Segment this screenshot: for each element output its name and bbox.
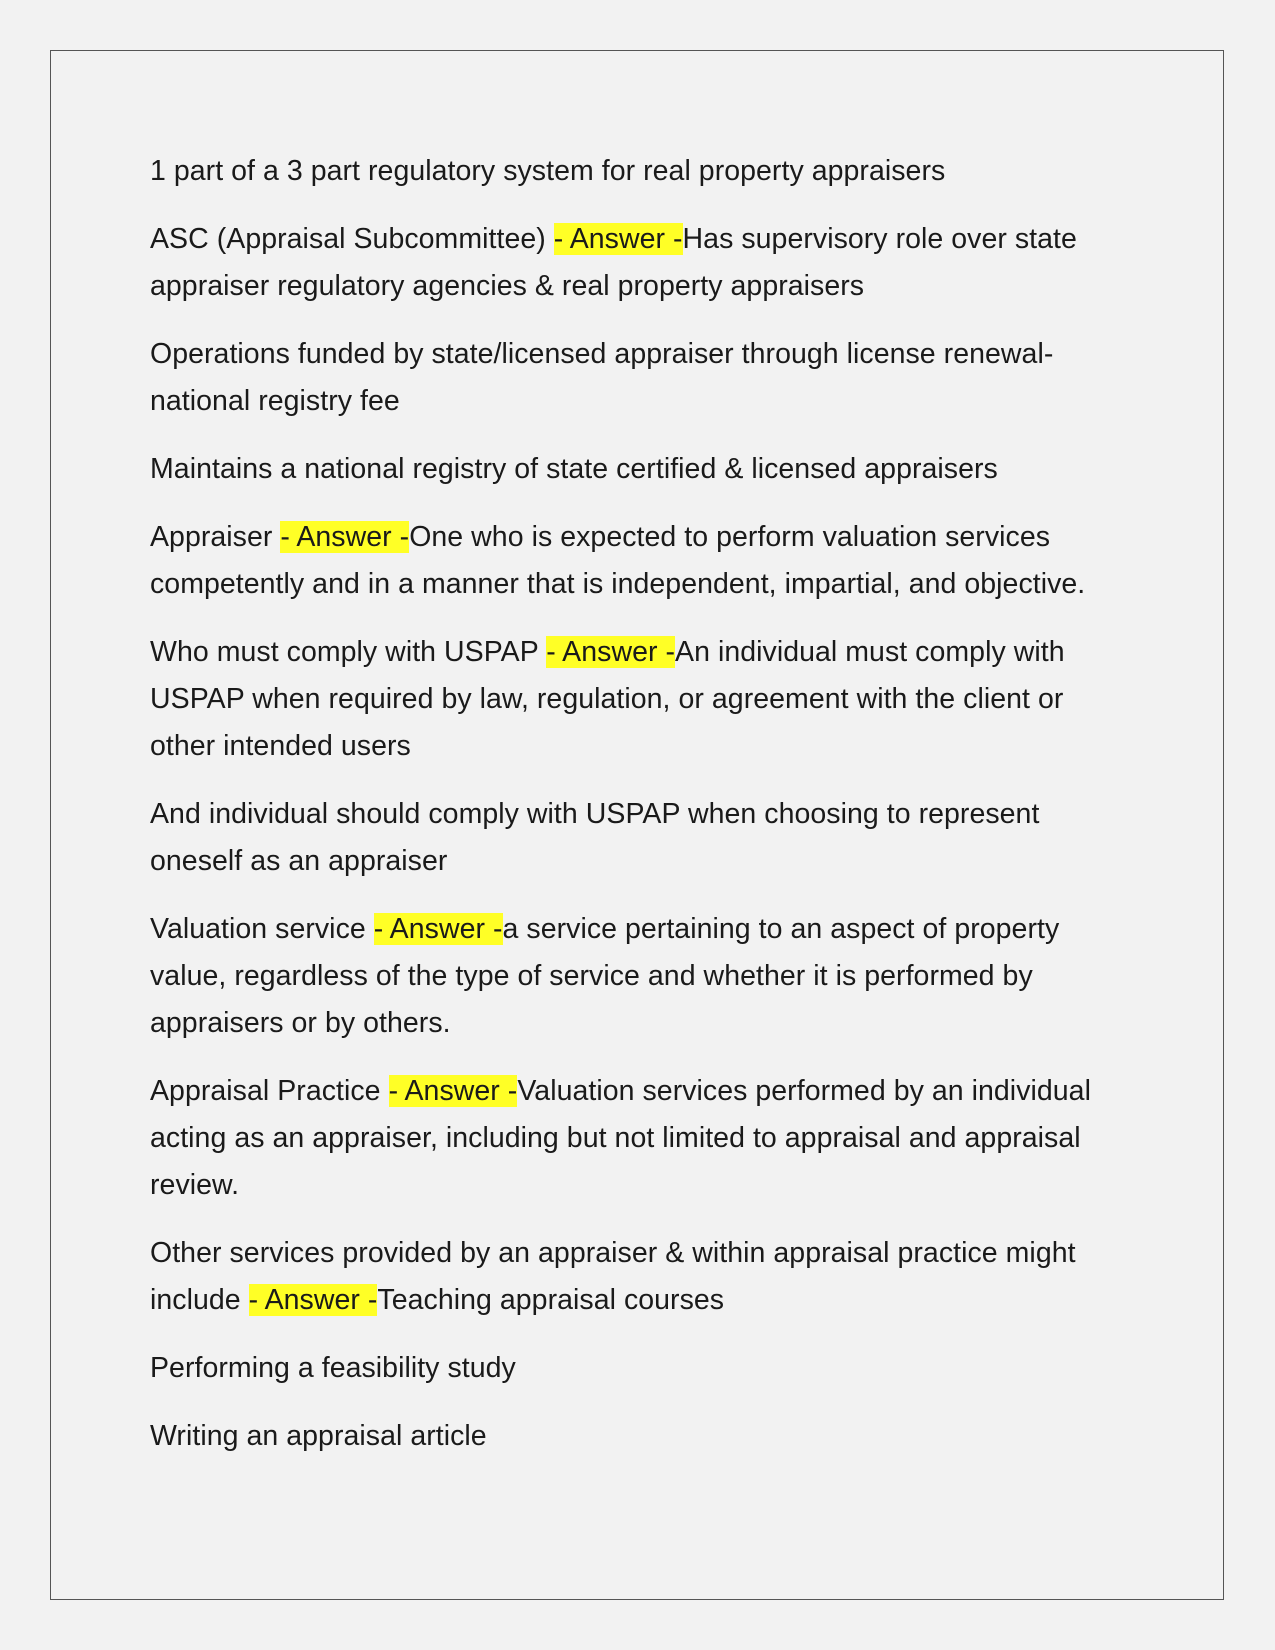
answer-text: An individual must comply with USPAP when required by law, regulation, or agreement with the client or other intended users <box>150 636 1065 762</box>
answer-highlight: - Answer - <box>546 636 676 668</box>
answer-text: a service pertaining to an aspect of property value, regardless of the type of service and whether it is performed by appraisers or by others. <box>150 913 1060 1039</box>
term-text: Valuation service <box>150 913 374 945</box>
answer-text: Valuation services performed by an individual acting as an appraiser, including but not limited to appraisal and appraisal review. <box>150 1075 1091 1201</box>
term-text: Other services provided by an appraiser & within appraisal practice might include <box>150 1237 1076 1316</box>
qa-item-who-must-comply <box>150 629 1135 770</box>
qa-item-appraisal-practice <box>150 1068 1135 1209</box>
answer-highlight: - Answer - <box>280 521 410 553</box>
term-text: ASC (Appraisal Subcommittee) <box>150 223 554 255</box>
qa-item-valuation-service <box>150 906 1135 1047</box>
paragraph-text: Maintains a national registry of state certified & licensed appraisers <box>150 453 998 485</box>
answer-text: One who is expected to perform valuation services competently and in a manner that is independent, impartial, and objective. <box>150 521 1086 600</box>
answer-highlight: - Answer - <box>553 223 683 255</box>
paragraph-text: Performing a feasibility study <box>150 1352 516 1384</box>
paragraph-should-comply <box>150 791 1135 885</box>
paragraph-feasibility-study <box>150 1345 1135 1392</box>
answer-text: Has supervisory role over state appraiser regulatory agencies & real property appraisers <box>150 223 1077 302</box>
paragraph-text: 1 part of a 3 part regulatory system for real property appraisers <box>150 155 946 187</box>
answer-highlight: - Answer - <box>248 1284 378 1316</box>
answer-text: Teaching appraisal courses <box>377 1284 725 1316</box>
paragraph-text: Operations funded by state/licensed appraiser through license renewal- national registry fee <box>150 338 1054 417</box>
paragraph-text: And individual should comply with USPAP when choosing to represent oneself as an appraiser <box>150 798 1040 877</box>
paragraph-appraisal-article <box>150 1413 1135 1460</box>
paragraph-text: Writing an appraisal article <box>150 1420 487 1452</box>
qa-item-other-services <box>150 1230 1135 1324</box>
answer-highlight: - Answer - <box>373 913 503 945</box>
qa-item-asc <box>150 216 1135 310</box>
qa-item-appraiser <box>150 514 1135 608</box>
paragraph-regulatory-system <box>150 148 1135 195</box>
document-body <box>150 148 1135 1481</box>
paragraph-operations-funded <box>150 331 1135 425</box>
term-text: Appraiser <box>150 521 281 553</box>
paragraph-national-registry <box>150 446 1135 493</box>
term-text: Appraisal Practice <box>150 1075 389 1107</box>
term-text: Who must comply with USPAP <box>150 636 547 668</box>
answer-highlight: - Answer - <box>388 1075 518 1107</box>
